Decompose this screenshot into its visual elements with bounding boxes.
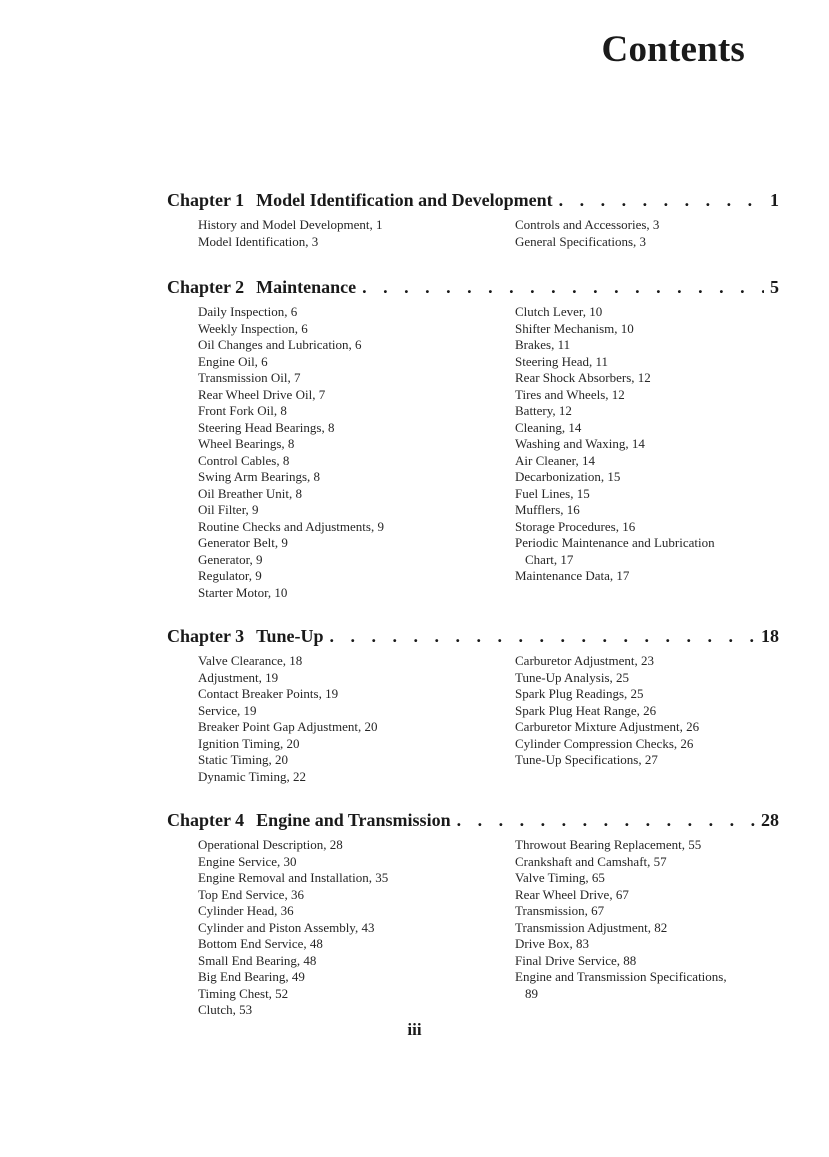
toc-entry[interactable]: Shifter Mechanism, 10	[515, 320, 634, 336]
toc-entry[interactable]: Generator, 9	[198, 551, 263, 567]
topic-column-right	[515, 304, 779, 601]
chapter-1-section	[167, 190, 779, 250]
page-title: Contents	[601, 29, 745, 70]
toc-entry[interactable]: Wheel Bearings, 8	[198, 436, 295, 451]
toc-entry-wrapped[interactable]	[515, 535, 779, 568]
toc-entry[interactable]: Steering Head Bearings, 8	[198, 419, 335, 435]
toc-entry[interactable]: Generator Belt, 9	[198, 535, 288, 550]
toc-entry-continuation: Chart, 17	[525, 551, 574, 567]
dot-leader	[457, 810, 755, 831]
toc-entry[interactable]: Rear Shock Absorbers, 12	[515, 370, 651, 385]
toc-entry[interactable]: Engine Oil, 6	[198, 353, 268, 369]
toc-entry[interactable]: Ignition Timing, 20	[198, 735, 300, 751]
toc-entry[interactable]: Weekly Inspection, 6	[198, 320, 308, 336]
toc-entry[interactable]: Oil Breather Unit, 8	[198, 485, 302, 501]
chapter-label: Chapter 4	[167, 810, 245, 830]
toc-entry[interactable]: Fuel Lines, 15	[515, 485, 590, 501]
toc-entry[interactable]: Swing Arm Bearings, 8	[198, 469, 321, 484]
toc-entry[interactable]: Storage Procedures, 16	[515, 518, 636, 534]
toc-entry[interactable]: Static Timing, 20	[198, 752, 288, 767]
toc-entry[interactable]: Brakes, 11	[515, 337, 571, 352]
toc-entry[interactable]: Regulator, 9	[198, 568, 262, 583]
toc-entry[interactable]: Valve Clearance, 18	[198, 653, 303, 668]
toc-entry[interactable]: Routine Checks and Adjustments, 9	[198, 518, 384, 534]
toc-entry[interactable]: Transmission Adjustment, 82	[515, 919, 668, 935]
toc-entry[interactable]: Operational Description, 28	[198, 837, 343, 852]
toc-entry[interactable]: Top End Service, 36	[198, 886, 304, 902]
dot-leader	[559, 190, 764, 211]
toc-entry[interactable]: Throwout Bearing Replacement, 55	[515, 837, 702, 852]
chapter-3-section	[167, 626, 779, 785]
toc-entry[interactable]: Big End Bearing, 49	[198, 969, 305, 984]
topic-column-right	[515, 837, 779, 1019]
toc-entry[interactable]: Carburetor Adjustment, 23	[515, 653, 655, 668]
toc-entry[interactable]: Cylinder and Piston Assembly, 43	[198, 919, 375, 935]
chapter-title: Maintenance	[256, 277, 357, 297]
toc-entry[interactable]: Mufflers, 16	[515, 502, 580, 517]
toc-entry[interactable]: Rear Wheel Drive Oil, 7	[198, 386, 326, 402]
toc-entry[interactable]: Starter Motor, 10	[198, 584, 288, 600]
toc-entry-text: Engine and Transmission Specifications,	[515, 969, 727, 984]
toc-entry[interactable]: Model Identification, 3	[198, 233, 319, 249]
toc-entry-continuation: 89	[525, 985, 538, 1001]
chapter-title: Model Identification and Development	[256, 190, 553, 210]
chapter-heading[interactable]	[167, 626, 779, 647]
page-number: iii	[407, 1020, 422, 1039]
toc-entry[interactable]: Breaker Point Gap Adjustment, 20	[198, 719, 378, 734]
toc-entry[interactable]: Tune-Up Analysis, 25	[515, 669, 630, 685]
chapter-heading[interactable]	[167, 277, 779, 298]
toc-entry[interactable]: Drive Box, 83	[515, 936, 590, 951]
toc-entry[interactable]: Rear Wheel Drive, 67	[515, 886, 629, 902]
toc-entry[interactable]: Clutch Lever, 10	[515, 304, 603, 319]
topic-columns	[167, 217, 779, 250]
topic-column-left	[198, 304, 515, 601]
chapter-title: Engine and Transmission	[256, 810, 451, 830]
toc-entry[interactable]: General Specifications, 3	[515, 233, 647, 249]
toc-entry-text: Periodic Maintenance and Lubrication	[515, 535, 715, 550]
topic-column-right	[515, 653, 779, 785]
chapter-page-number: 18	[761, 626, 779, 646]
toc-entry[interactable]: Steering Head, 11	[515, 353, 609, 369]
toc-entry[interactable]: Front Fork Oil, 8	[198, 403, 287, 418]
toc-entry[interactable]: Dynamic Timing, 22	[198, 768, 306, 784]
chapter-page-number: 28	[761, 810, 779, 830]
toc-entry[interactable]: Washing and Waxing, 14	[515, 436, 645, 451]
toc-entry[interactable]: Oil Filter, 9	[198, 502, 259, 517]
toc-entry[interactable]: Adjustment, 19	[198, 669, 279, 685]
chapter-heading[interactable]	[167, 190, 779, 211]
chapter-heading[interactable]	[167, 810, 779, 831]
toc-entry[interactable]: Oil Changes and Lubrication, 6	[198, 337, 362, 352]
toc-entry[interactable]: Engine Removal and Installation, 35	[198, 870, 389, 885]
toc-entry[interactable]: Transmission Oil, 7	[198, 370, 301, 385]
toc-entry[interactable]: Battery, 12	[515, 403, 572, 418]
topic-column-left	[198, 217, 515, 250]
chapter-label: Chapter 3	[167, 626, 245, 646]
toc-entry[interactable]: Bottom End Service, 48	[198, 936, 323, 951]
toc-entry[interactable]: Air Cleaner, 14	[515, 452, 595, 468]
toc-entry[interactable]: Transmission, 67	[515, 903, 605, 918]
toc-entry[interactable]: Decarbonization, 15	[515, 469, 621, 484]
topic-column-left	[198, 653, 515, 785]
toc-entry[interactable]: Clutch, 53	[198, 1002, 253, 1017]
toc-entry[interactable]: Timing Chest, 52	[198, 985, 289, 1001]
toc-entry[interactable]: History and Model Development, 1	[198, 217, 383, 232]
chapter-label: Chapter 2	[167, 277, 245, 297]
toc-entry[interactable]: Cylinder Compression Checks, 26	[515, 735, 694, 751]
chapter-page-number: 5	[770, 277, 779, 297]
topic-column-right	[515, 217, 779, 250]
dot-leader	[330, 626, 755, 647]
toc-entry-wrapped[interactable]	[515, 969, 779, 1002]
toc-entry[interactable]: Controls and Accessories, 3	[515, 217, 660, 232]
chapter-4-section	[167, 810, 779, 1019]
topic-columns	[167, 837, 779, 1019]
chapter-2-section	[167, 277, 779, 601]
toc-entry[interactable]: Contact Breaker Points, 19	[198, 686, 339, 701]
toc-entry[interactable]: Engine Service, 30	[198, 853, 297, 869]
chapter-page-number: 1	[770, 190, 779, 210]
toc-entry[interactable]: Small End Bearing, 48	[198, 952, 317, 968]
dot-leader	[362, 277, 764, 298]
topic-column-left	[198, 837, 515, 1019]
toc-entry[interactable]: Valve Timing, 65	[515, 870, 605, 885]
toc-entry[interactable]: Maintenance Data, 17	[515, 568, 630, 583]
toc-entry[interactable]: Cleaning, 14	[515, 419, 582, 435]
toc-entry[interactable]: Tune-Up Specifications, 27	[515, 752, 658, 767]
toc-entry[interactable]: Final Drive Service, 88	[515, 952, 637, 968]
topic-columns	[167, 304, 779, 601]
toc-entry[interactable]: Carburetor Mixture Adjustment, 26	[515, 719, 700, 734]
chapter-title: Tune-Up	[256, 626, 324, 646]
toc-entry[interactable]: Control Cables, 8	[198, 452, 290, 468]
toc-entry[interactable]: Service, 19	[198, 702, 257, 718]
topic-columns	[167, 653, 779, 785]
toc-entry[interactable]: Spark Plug Heat Range, 26	[515, 702, 657, 718]
chapter-label: Chapter 1	[167, 190, 245, 210]
toc-entry[interactable]: Tires and Wheels, 12	[515, 386, 625, 402]
toc-entry[interactable]: Daily Inspection, 6	[198, 304, 298, 319]
toc-entry[interactable]: Spark Plug Readings, 25	[515, 686, 644, 701]
toc-entry[interactable]: Crankshaft and Camshaft, 57	[515, 853, 667, 869]
toc-entry[interactable]: Cylinder Head, 36	[198, 903, 294, 918]
